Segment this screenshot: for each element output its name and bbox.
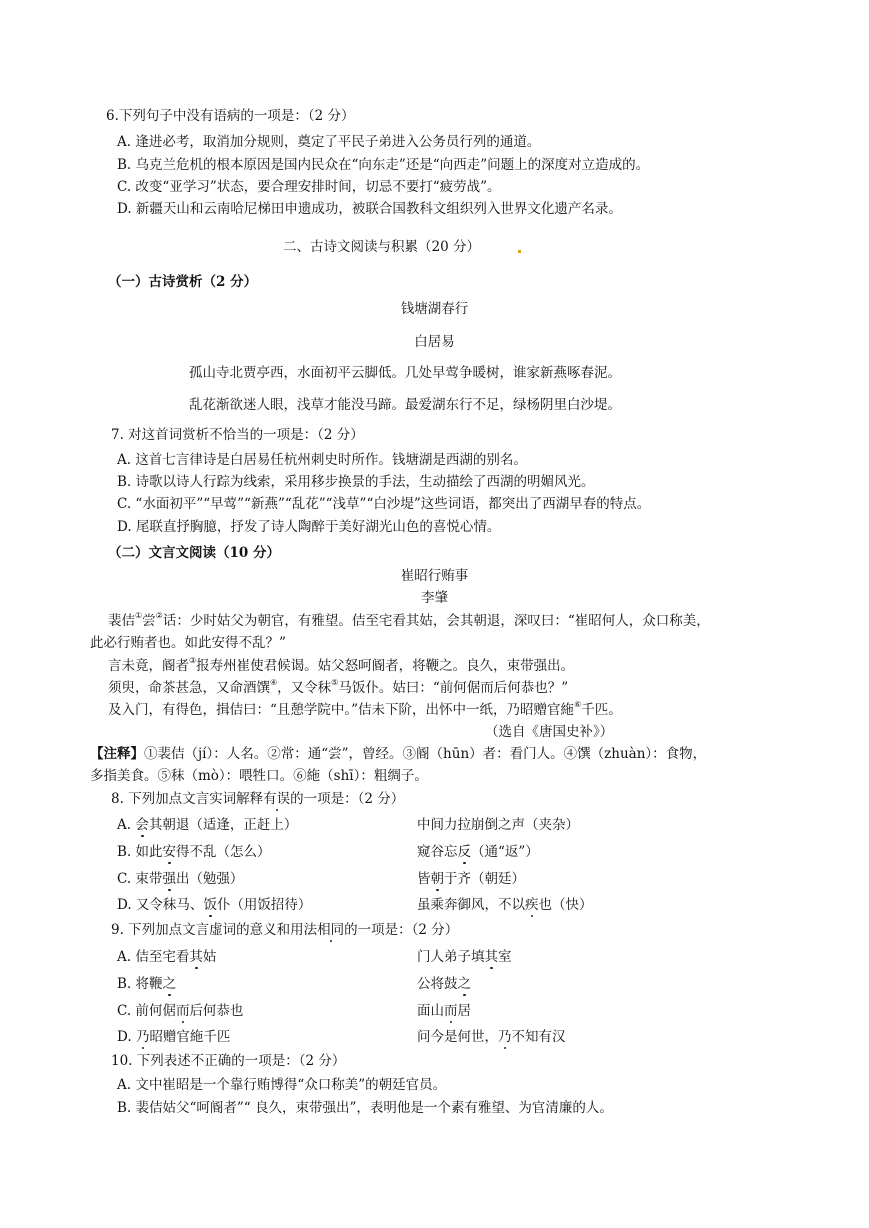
q9-row-b-left: B. 将鞭之 xyxy=(117,976,177,992)
q6-option-a: A. 逢进必考，取消加分规则，奠定了平民子弟进入公务员行列的通道。 xyxy=(117,134,541,150)
passage-para-4: 及入门，有得色，揖佶曰：“且憩学院中。”佶未下阶，出怀中一纸，乃昭赠官絁⑥千匹。 xyxy=(108,700,622,718)
part1-heading: （一）古诗赏析（2 分） xyxy=(108,274,258,290)
q6-option-c: C. 改变“亚学习”状态，要合理安排时间，切忌不要打“疲劳战”。 xyxy=(117,179,501,195)
q8-row-b-right: 窥谷忘反（通“返”） xyxy=(417,844,539,860)
q6-option-d: D. 新疆天山和云南哈尼梯田申遗成功，被联合国教科文组织列入世界文化遗产名录。 xyxy=(117,201,622,217)
poem-author: 白居易 xyxy=(414,334,455,350)
passage-author: 李肇 xyxy=(421,590,448,606)
section-title: 二、古诗文阅读与积累（20 分） xyxy=(283,239,480,255)
q10-stem: 10. 下列表述不正确的一项是：（2 分） xyxy=(111,1053,346,1069)
passage-para-3: 须臾，命茶甚急，又命酒馔④，又令秣⑤马饭仆。姑曰：“前何倨而后何恭也？” xyxy=(108,678,569,696)
q8-row-d-right: 虽乘奔御风，不以疾也（快） xyxy=(417,897,593,913)
q9-row-a-left: A. 佶至宅看其姑 xyxy=(117,949,217,965)
q6-option-b: B. 乌克兰危机的根本原因是国内民众在“向东走”还是“向西走”问题上的深度对立造成的。 xyxy=(117,157,650,173)
q8-row-b-left: B. 如此安得不乱（怎么） xyxy=(117,844,271,860)
q7-option-c: C. “水面初平”“早莺”“新燕”“乱花”“浅草”“白沙堤”这些词语，都突出了西湖早春的特点。 xyxy=(117,496,651,512)
notes-line-1: 【注释】①裴佶（jí）：人名。②常：通“尝”，曾经。③阍（hūn）者：看门人。④馔（zhuàn）：食物， xyxy=(90,746,707,762)
q9-row-d-right: 问今是何世，乃不知有汉 xyxy=(417,1029,566,1045)
q9-row-c-left: C. 前何倨而后何恭也 xyxy=(117,1003,244,1019)
q8-row-c-right: 皆朝于齐（朝廷） xyxy=(417,871,525,887)
part2-heading: （二）文言文阅读（10 分） xyxy=(108,545,280,561)
passage-para-1: 裴佶①尝②话：少时姑父为朝官，有雅望。佶至宅看其姑，会其朝退，深叹曰：“崔昭何人，众口称美， xyxy=(108,611,710,629)
poem-title: 钱塘湖春行 xyxy=(400,301,469,317)
notes-line-2: 多指美食。⑤秣（mò）：喂牲口。⑥絁（shī）：粗绸子。 xyxy=(90,768,428,784)
poem-line-2: 乱花渐欲迷人眼，浅草才能没马蹄。最爱湖东行不足，绿杨阴里白沙堤。 xyxy=(189,397,621,413)
q9-row-a-right: 门人弟子填其室 xyxy=(417,949,512,965)
q9-row-c-right: 面山而居 xyxy=(417,1003,471,1019)
poem-line-1: 孤山寺北贾亭西，水面初平云脚低。几处早莺争暖树，谁家新燕啄春泥。 xyxy=(189,365,621,381)
q10-option-b: B. 裴佶姑父“呵阍者”“ 良久，束带强出”，表明他是一个素有雅望、为官清廉的人。 xyxy=(117,1100,613,1116)
q7-option-a: A. 这首七言律诗是白居易任杭州刺史时所作。钱塘湖是西湖的别名。 xyxy=(117,452,527,468)
q7-option-d: D. 尾联直抒胸臆，抒发了诗人陶醉于美好湖光山色的喜悦心情。 xyxy=(117,519,501,535)
passage-para-1-cont: 此必行贿者也。如此安得不乱？” xyxy=(90,635,286,651)
passage-para-2: 言未竟，阍者③报寿州崔使君候谒。姑父怒呵阍者，将鞭之。良久，束带强出。 xyxy=(108,656,575,674)
stray-mark xyxy=(518,250,521,253)
q9-row-b-right: 公将鼓之 xyxy=(417,976,471,992)
q7-option-b: B. 诗歌以诗人行踪为线索，采用移步换景的手法，生动描绘了西湖的明媚风光。 xyxy=(117,474,595,490)
q8-row-a-left: A. 会其朝退（适逢，正赶上） xyxy=(117,817,298,833)
passage-source: （选自《唐国史补》） xyxy=(485,724,614,740)
q6-stem: 6.下列句子中没有语病的一项是：（2 分） xyxy=(106,108,355,124)
q10-option-a: A. 文中崔昭是一个靠行贿博得“众口称美”的朝廷官员。 xyxy=(117,1077,447,1093)
q8-row-c-left: C. 束带强出（勉强） xyxy=(117,871,244,887)
q8-row-d-left: D. 又令秣马、饭仆（用饭招待） xyxy=(117,897,312,913)
q9-stem: 9. 下列加点文言虚词的意义和用法相同的一项是：（2 分） xyxy=(111,922,459,938)
passage-title: 崔昭行贿事 xyxy=(400,568,469,584)
q8-row-a-right: 中间力拉崩倒之声（夹杂） xyxy=(417,817,579,833)
q8-stem: 8. 下列加点文言实词解释有误的一项是：（2 分） xyxy=(111,791,405,807)
q9-row-d-left: D. 乃昭赠官絁千匹 xyxy=(117,1029,231,1045)
q7-stem: 7. 对这首词赏析不恰当的一项是：（2 分） xyxy=(111,427,364,443)
